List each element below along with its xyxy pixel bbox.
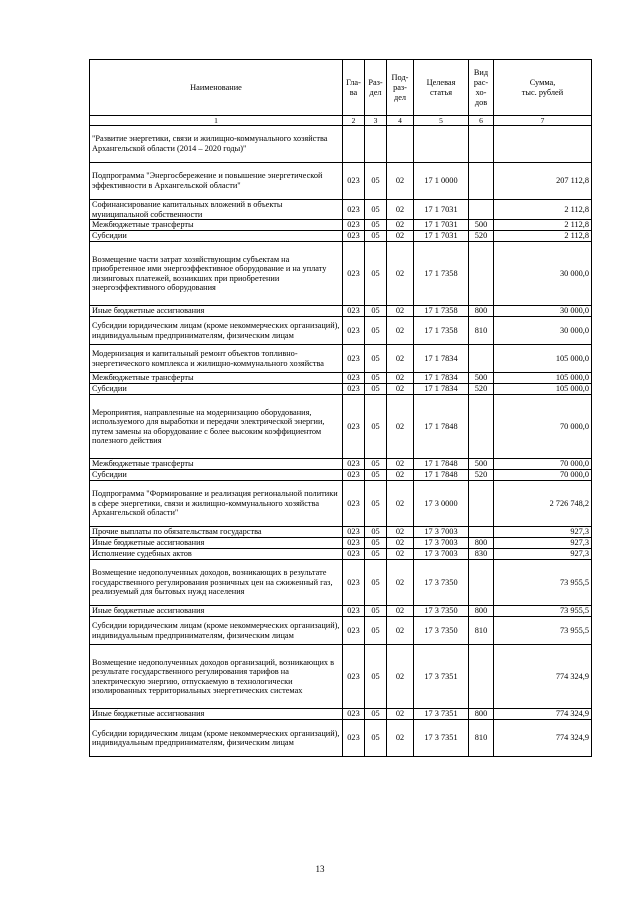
row-expense-type: 800 <box>469 709 494 720</box>
row-name: Межбюджетные трансферты <box>90 459 343 470</box>
row-amount <box>494 126 592 163</box>
row-chapter: 023 <box>343 538 365 549</box>
row-section: 05 <box>365 538 387 549</box>
row-chapter: 023 <box>343 709 365 720</box>
row-subsection: 02 <box>387 242 414 306</box>
row-subsection: 02 <box>387 481 414 527</box>
table-row <box>90 538 592 549</box>
row-expense-type <box>469 200 494 220</box>
column-number: 1 <box>90 116 343 126</box>
column-number: 2 <box>343 116 365 126</box>
table-row <box>90 345 592 373</box>
table-row <box>90 606 592 617</box>
row-amount: 2 726 748,2 <box>494 481 592 527</box>
row-amount: 927,3 <box>494 527 592 538</box>
row-name: Модернизация и капитальный ремонт объектов топливно-энергетического комплекса и жилищно-коммунального хозяйства <box>90 345 343 373</box>
row-target: 17 1 7834 <box>414 373 469 384</box>
budget-table <box>89 59 592 757</box>
row-expense-type: 500 <box>469 220 494 231</box>
row-section: 05 <box>365 459 387 470</box>
row-chapter: 023 <box>343 527 365 538</box>
row-section: 05 <box>365 373 387 384</box>
row-amount: 70 000,0 <box>494 459 592 470</box>
row-name: Субсидии <box>90 231 343 242</box>
row-amount: 30 000,0 <box>494 242 592 306</box>
table-row <box>90 200 592 220</box>
row-subsection: 02 <box>387 645 414 709</box>
row-target: 17 1 7031 <box>414 200 469 220</box>
row-section: 05 <box>365 384 387 395</box>
row-name: Межбюджетные трансферты <box>90 220 343 231</box>
row-subsection: 02 <box>387 549 414 560</box>
row-expense-type <box>469 345 494 373</box>
row-subsection: 02 <box>387 345 414 373</box>
row-section: 05 <box>365 395 387 459</box>
row-expense-type: 830 <box>469 549 494 560</box>
row-section: 05 <box>365 720 387 757</box>
row-section <box>365 126 387 163</box>
row-expense-type: 500 <box>469 373 494 384</box>
row-section: 05 <box>365 606 387 617</box>
table-row <box>90 560 592 606</box>
row-chapter: 023 <box>343 317 365 345</box>
table-row <box>90 163 592 200</box>
row-amount: 105 000,0 <box>494 345 592 373</box>
table-row <box>90 126 592 163</box>
row-chapter: 023 <box>343 373 365 384</box>
row-section: 05 <box>365 645 387 709</box>
row-chapter: 023 <box>343 549 365 560</box>
table-row <box>90 306 592 317</box>
row-chapter: 023 <box>343 231 365 242</box>
row-chapter: 023 <box>343 306 365 317</box>
row-amount: 30 000,0 <box>494 306 592 317</box>
row-chapter: 023 <box>343 470 365 481</box>
row-section: 05 <box>365 220 387 231</box>
row-expense-type: 520 <box>469 470 494 481</box>
row-subsection: 02 <box>387 163 414 200</box>
table-row <box>90 459 592 470</box>
table-row <box>90 231 592 242</box>
row-amount: 73 955,5 <box>494 560 592 606</box>
row-name: Иные бюджетные ассигнования <box>90 606 343 617</box>
row-subsection: 02 <box>387 617 414 645</box>
row-name: Подпрограмма "Формирование и реализация региональной политики в сфере энергетики, связи и жилищно-коммунального хозяйства Архангельской области" <box>90 481 343 527</box>
row-name: Субсидии юридическим лицам (кроме некоммерческих организаций), индивидуальным предпринимателям, физическим лицам <box>90 617 343 645</box>
header-chapter: Гла- ва <box>343 60 365 116</box>
row-expense-type: 810 <box>469 720 494 757</box>
row-subsection: 02 <box>387 220 414 231</box>
table-header-row <box>90 60 592 116</box>
column-number: 7 <box>494 116 592 126</box>
row-target: 17 1 0000 <box>414 163 469 200</box>
row-amount: 70 000,0 <box>494 395 592 459</box>
row-amount: 73 955,5 <box>494 606 592 617</box>
row-chapter: 023 <box>343 606 365 617</box>
row-name: Подпрограмма "Энергосбережение и повышение энергетической эффективности в Архангельской области" <box>90 163 343 200</box>
row-subsection: 02 <box>387 306 414 317</box>
row-expense-type <box>469 527 494 538</box>
column-number: 3 <box>365 116 387 126</box>
row-section: 05 <box>365 345 387 373</box>
row-amount: 927,3 <box>494 549 592 560</box>
row-section: 05 <box>365 560 387 606</box>
row-chapter <box>343 126 365 163</box>
row-subsection: 02 <box>387 709 414 720</box>
row-section: 05 <box>365 709 387 720</box>
row-chapter: 023 <box>343 345 365 373</box>
row-chapter: 023 <box>343 395 365 459</box>
header-target: Целевая статья <box>414 60 469 116</box>
header-name: Наименование <box>90 60 343 116</box>
row-section: 05 <box>365 481 387 527</box>
row-target: 17 1 7848 <box>414 459 469 470</box>
row-amount: 73 955,5 <box>494 617 592 645</box>
row-amount: 2 112,8 <box>494 200 592 220</box>
row-target: 17 3 7350 <box>414 560 469 606</box>
header-section: Раз- дел <box>365 60 387 116</box>
row-section: 05 <box>365 163 387 200</box>
row-expense-type: 800 <box>469 306 494 317</box>
row-target: 17 1 7848 <box>414 395 469 459</box>
row-name: Иные бюджетные ассигнования <box>90 538 343 549</box>
table-row <box>90 317 592 345</box>
row-expense-type <box>469 560 494 606</box>
row-subsection: 02 <box>387 527 414 538</box>
row-target: 17 1 7358 <box>414 242 469 306</box>
row-subsection: 02 <box>387 606 414 617</box>
row-section: 05 <box>365 242 387 306</box>
row-subsection: 02 <box>387 720 414 757</box>
table-row <box>90 384 592 395</box>
row-name: Субсидии <box>90 470 343 481</box>
row-name: Софинансирование капитальных вложений в объекты муниципальной собственности <box>90 200 343 220</box>
row-chapter: 023 <box>343 200 365 220</box>
row-subsection: 02 <box>387 317 414 345</box>
row-amount: 70 000,0 <box>494 470 592 481</box>
row-chapter: 023 <box>343 617 365 645</box>
row-target: 17 3 0000 <box>414 481 469 527</box>
row-section: 05 <box>365 470 387 481</box>
row-target: 17 3 7350 <box>414 617 469 645</box>
row-chapter: 023 <box>343 560 365 606</box>
row-amount: 105 000,0 <box>494 384 592 395</box>
row-target: 17 3 7003 <box>414 549 469 560</box>
row-target: 17 1 7834 <box>414 384 469 395</box>
header-subsection: Под- раз- дел <box>387 60 414 116</box>
row-target: 17 1 7031 <box>414 220 469 231</box>
row-name: Иные бюджетные ассигнования <box>90 709 343 720</box>
row-amount: 2 112,8 <box>494 231 592 242</box>
table-row <box>90 709 592 720</box>
row-chapter: 023 <box>343 645 365 709</box>
row-expense-type: 800 <box>469 606 494 617</box>
row-target: 17 1 7848 <box>414 470 469 481</box>
row-chapter: 023 <box>343 384 365 395</box>
row-expense-type: 500 <box>469 459 494 470</box>
row-chapter: 023 <box>343 720 365 757</box>
column-number: 6 <box>469 116 494 126</box>
row-section: 05 <box>365 231 387 242</box>
table-row <box>90 617 592 645</box>
row-expense-type: 810 <box>469 617 494 645</box>
row-subsection: 02 <box>387 470 414 481</box>
row-expense-type: 520 <box>469 384 494 395</box>
row-subsection: 02 <box>387 395 414 459</box>
row-name: Прочие выплаты по обязательствам государства <box>90 527 343 538</box>
header-expense-type: Вид рас- хо- дов <box>469 60 494 116</box>
row-chapter: 023 <box>343 459 365 470</box>
row-amount: 30 000,0 <box>494 317 592 345</box>
header-amount: Сумма, тыс. рублей <box>494 60 592 116</box>
row-expense-type: 520 <box>469 231 494 242</box>
row-expense-type <box>469 126 494 163</box>
row-target: 17 1 7358 <box>414 306 469 317</box>
row-target: 17 3 7351 <box>414 645 469 709</box>
table-body <box>90 126 592 757</box>
row-target: 17 3 7351 <box>414 709 469 720</box>
row-expense-type <box>469 645 494 709</box>
row-chapter: 023 <box>343 220 365 231</box>
row-expense-type: 800 <box>469 538 494 549</box>
row-target <box>414 126 469 163</box>
row-section: 05 <box>365 317 387 345</box>
table-row <box>90 720 592 757</box>
row-target: 17 1 7834 <box>414 345 469 373</box>
row-expense-type <box>469 481 494 527</box>
row-name: Мероприятия, направленные на модернизацию оборудования, используемого для выработки и передачи электрической энергии, путем замены на оборудование с более высоким коэффициентом полезного действия <box>90 395 343 459</box>
row-amount: 927,3 <box>494 538 592 549</box>
row-name: Возмещение недополученных доходов, возникающих в результате государственного регулирования розничных цен на сжиженный газ, реализуемый для бытовых нужд населения <box>90 560 343 606</box>
table-row <box>90 220 592 231</box>
row-target: 17 3 7350 <box>414 606 469 617</box>
row-amount: 105 000,0 <box>494 373 592 384</box>
row-name: Межбюджетные трансферты <box>90 373 343 384</box>
row-subsection: 02 <box>387 200 414 220</box>
table-row <box>90 395 592 459</box>
row-amount: 774 324,9 <box>494 720 592 757</box>
row-subsection <box>387 126 414 163</box>
row-section: 05 <box>365 527 387 538</box>
row-expense-type <box>469 395 494 459</box>
row-target: 17 3 7003 <box>414 538 469 549</box>
row-subsection: 02 <box>387 538 414 549</box>
row-name: Субсидии юридическим лицам (кроме некоммерческих организаций), индивидуальным предпринимателям, физическим лицам <box>90 317 343 345</box>
row-target: 17 3 7351 <box>414 720 469 757</box>
row-chapter: 023 <box>343 163 365 200</box>
row-amount: 774 324,9 <box>494 645 592 709</box>
row-target: 17 1 7031 <box>414 231 469 242</box>
row-section: 05 <box>365 200 387 220</box>
table-row <box>90 373 592 384</box>
row-subsection: 02 <box>387 231 414 242</box>
row-name: Иные бюджетные ассигнования <box>90 306 343 317</box>
table-row <box>90 242 592 306</box>
row-expense-type <box>469 242 494 306</box>
table-row <box>90 549 592 560</box>
row-amount: 774 324,9 <box>494 709 592 720</box>
row-subsection: 02 <box>387 560 414 606</box>
row-subsection: 02 <box>387 459 414 470</box>
table-row <box>90 645 592 709</box>
row-name: Возмещение части затрат хозяйствующим субъектам на приобретенное ими энергоэффективное оборудование и на уплату лизинговых платежей, возникших при приобретении энергоэффективного оборудования <box>90 242 343 306</box>
row-name: Субсидии юридическим лицам (кроме некоммерческих организаций), индивидуальным предпринимателям, физическим лицам <box>90 720 343 757</box>
row-section: 05 <box>365 617 387 645</box>
row-target: 17 3 7003 <box>414 527 469 538</box>
row-subsection: 02 <box>387 384 414 395</box>
row-expense-type: 810 <box>469 317 494 345</box>
table-row <box>90 527 592 538</box>
row-section: 05 <box>365 549 387 560</box>
row-section: 05 <box>365 306 387 317</box>
row-expense-type <box>469 163 494 200</box>
column-number-row <box>90 116 592 126</box>
row-name: Исполнение судебных актов <box>90 549 343 560</box>
row-chapter: 023 <box>343 242 365 306</box>
row-target: 17 1 7358 <box>414 317 469 345</box>
row-name: Субсидии <box>90 384 343 395</box>
column-number: 5 <box>414 116 469 126</box>
row-subsection: 02 <box>387 373 414 384</box>
row-chapter: 023 <box>343 481 365 527</box>
row-amount: 207 112,8 <box>494 163 592 200</box>
column-number: 4 <box>387 116 414 126</box>
row-name: Возмещение недополученных доходов организаций, возникающих в результате государственного регулирования тарифов на электрическую энергию, отпускаемую в технологически изолированных территориальных энергетических системах <box>90 645 343 709</box>
page-number: 13 <box>315 864 325 874</box>
row-amount: 2 112,8 <box>494 220 592 231</box>
table-row <box>90 470 592 481</box>
table-row <box>90 481 592 527</box>
row-name: "Развитие энергетики, связи и жилищно-коммунального хозяйства Архангельской области (2014 – 2020 годы)" <box>90 126 343 163</box>
